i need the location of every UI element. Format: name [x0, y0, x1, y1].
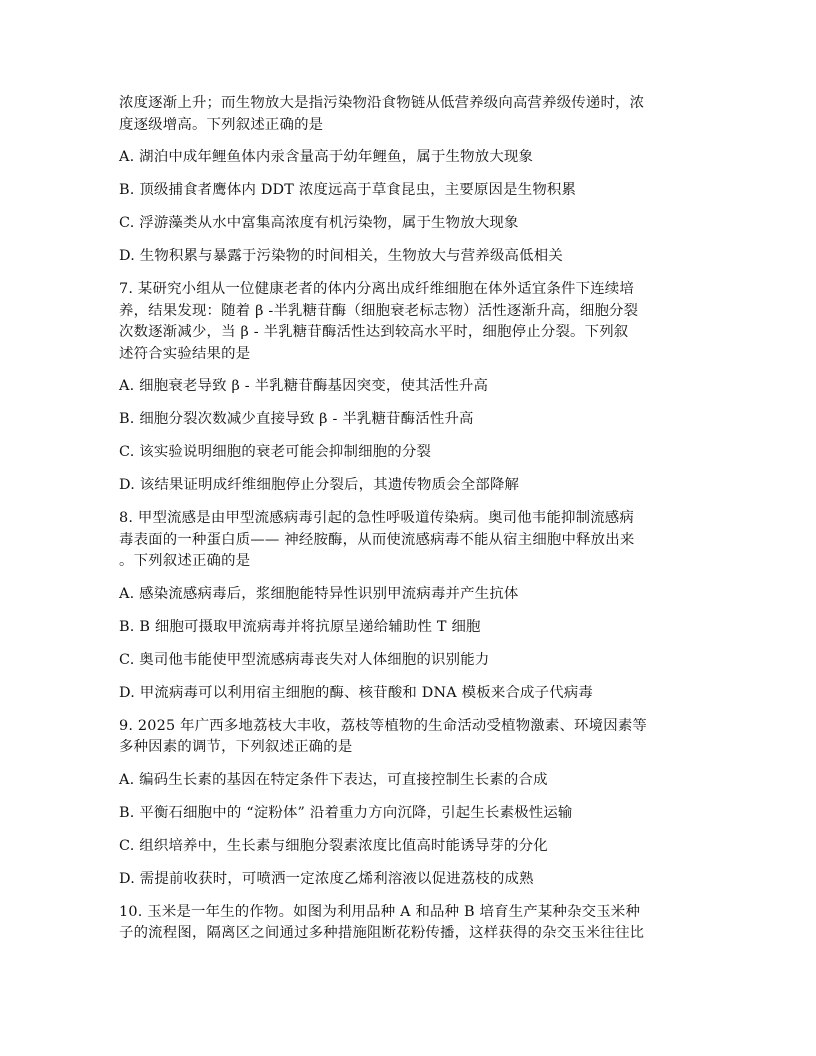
option-d: D. 甲流病毒可以利用宿主细胞的酶、核苷酸和 DNA 模板来合成子代病毒	[119, 684, 593, 701]
stem-line: 。下列叙述正确的是	[119, 553, 251, 569]
question-stem	[119, 716, 697, 759]
document-page	[119, 93, 697, 956]
question-10	[119, 902, 697, 945]
option-c: C. 该实验说明细胞的衰老可能会抑制细胞的分裂	[119, 444, 432, 460]
option-a: A. 感染流感病毒后，浆细胞能特异性识别甲流病毒并产生抗体	[119, 585, 519, 602]
option-d: D. 该结果证明成纤维细胞停止分裂后，其遗传物质会全部降解	[119, 477, 520, 493]
option-b: B. 平衡石细胞中的 “淀粉体” 沿着重力方向沉降，引起生长素极性运输	[119, 804, 573, 821]
intro-line: 度逐级增高。下列叙述正确的是	[119, 116, 324, 133]
option-b: B. 顶级捕食者鹰体内 DDT 浓度远高于草食昆虫，主要原因是生物积累	[119, 182, 577, 198]
stem-line: 次数逐渐减少，当 β - 半乳糖苷酶活性达到较高水平时，细胞停止分裂。下列叙	[119, 324, 629, 340]
stem-line: 8. 甲型流感是由甲型流感病毒引起的急性呼吸道传染病。奥司他韦能抑制流感病	[119, 510, 634, 526]
stem-line: 10. 玉米是一年生的作物。如图为利用品种 A 和品种 B 培育生产某种杂交玉米种	[119, 903, 641, 920]
option-c: C. 组织培养中，生长素与细胞分裂素浓度比值高时能诱导芽的分化	[119, 837, 548, 854]
stem-line: 子的流程图，隔离区之间通过多种措施阻断花粉传播，这样获得的杂交玉米往往比	[119, 925, 645, 941]
intro-paragraph	[119, 93, 697, 136]
option-c: C. 浮游藻类从水中富集高浓度有机污染物，属于生物放大现象	[119, 215, 519, 231]
stem-line: 多种因素的调节，下列叙述正确的是	[119, 739, 353, 755]
question-stem	[119, 508, 697, 573]
option-d: D. 需提前收获时，可喷洒一定浓度乙烯利溶液以促进荔枝的成熟	[119, 870, 534, 887]
question-7	[119, 279, 697, 497]
question-stem	[119, 279, 697, 365]
stem-line: 毒表面的一种蛋白质—— 神经胺酶，从而使流感病毒不能从宿主细胞中释放出来	[119, 531, 635, 548]
option-b: B. 细胞分裂次数减少直接导致 β - 半乳糖苷酶活性升高	[119, 411, 474, 427]
option-a: A. 湖泊中成年鲤鱼体内汞含量高于幼年鲤鱼，属于生物放大现象	[119, 149, 534, 165]
stem-line: 9. 2025 年广西多地荔枝大丰收，荔枝等植物的生命活动受植物激素、环境因素等	[119, 717, 648, 734]
question-9	[119, 716, 697, 891]
stem-line: 养，结果发现：随着 β -半乳糖苷酶（细胞衰老标志物）活性逐渐升高，细胞分裂	[119, 302, 639, 319]
stem-line: 述符合实验结果的是	[119, 345, 251, 362]
intro-line: 浓度逐渐上升；而生物放大是指污染物沿食物链从低营养级向高营养级传递时，浓	[119, 95, 645, 111]
option-a: A. 编码生长素的基因在特定条件下表达，可直接控制生长素的合成	[119, 771, 548, 788]
option-b: B. B 细胞可摄取甲流病毒并将抗原呈递给辅助性 T 细胞	[119, 618, 481, 635]
question-stem	[119, 902, 697, 945]
option-c: C. 奥司他韦能使甲型流感病毒丧失对人体细胞的识别能力	[119, 651, 490, 668]
option-a: A. 细胞衰老导致 β - 半乳糖苷酶基因突变，使其活性升高	[119, 378, 489, 394]
stem-line: 7. 某研究小组从一位健康老者的体内分离出成纤维细胞在体外适宜条件下连续培	[119, 281, 634, 297]
question-6-options	[119, 147, 697, 268]
question-8	[119, 508, 697, 704]
option-d: D. 生物积累与暴露于污染物的时间相关，生物放大与营养级高低相关	[119, 248, 563, 264]
